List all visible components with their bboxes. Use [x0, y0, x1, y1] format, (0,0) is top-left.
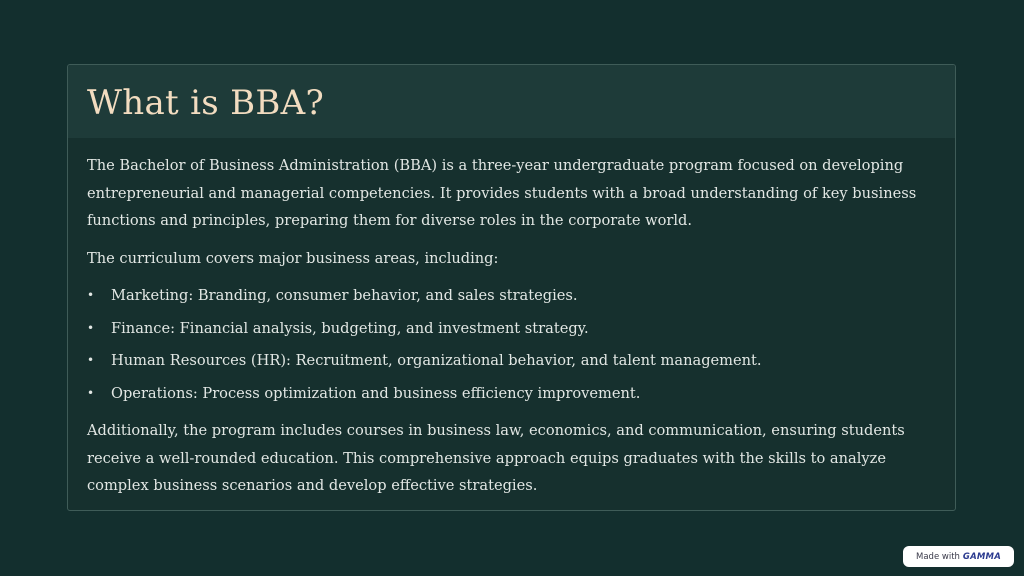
- card-header: [68, 65, 955, 138]
- content-card: [67, 64, 956, 511]
- card-body: [68, 138, 955, 500]
- bullet-icon: •: [87, 320, 95, 335]
- intro-paragraph: The Bachelor of Business Administration (BBA) is a three-year undergraduate program focused on developing entrepreneurial and managerial competencies. It provides students with a broad understanding of key business functions and principles, preparing them for diverse roles in the corporate world.: [87, 157, 917, 229]
- closing-paragraph: Additionally, the program includes courses in business law, economics, and communication, ensuring students receive a well-rounded education. This comprehensive approach equips graduates with the skills to analyze complex business scenarios and develop effective strategies.: [87, 422, 905, 494]
- gamma-logo: GAMMA: [962, 551, 1001, 562]
- badge-prefix: Made with: [916, 551, 960, 562]
- made-with-gamma-badge[interactable]: [903, 546, 1014, 567]
- lead-in-paragraph: The curriculum covers major business areas, including:: [87, 249, 499, 267]
- list-item: [87, 282, 935, 310]
- bullet-icon: •: [87, 385, 95, 400]
- bullet-icon: •: [87, 353, 95, 367]
- list-item: [87, 347, 935, 375]
- page-title: What is BBA?: [87, 82, 325, 123]
- bullet-list: [87, 282, 935, 407]
- list-item: [87, 380, 935, 408]
- list-item-text: Operations: Process optimization and business efficiency improvement.: [111, 384, 641, 402]
- bullet-icon: •: [87, 288, 95, 302]
- list-item: [87, 315, 935, 343]
- list-item-text: Marketing: Branding, consumer behavior, and sales strategies.: [111, 287, 578, 304]
- list-item-text: Human Resources (HR): Recruitment, organizational behavior, and talent management.: [111, 352, 762, 369]
- list-item-text: Finance: Financial analysis, budgeting, and investment strategy.: [111, 319, 589, 337]
